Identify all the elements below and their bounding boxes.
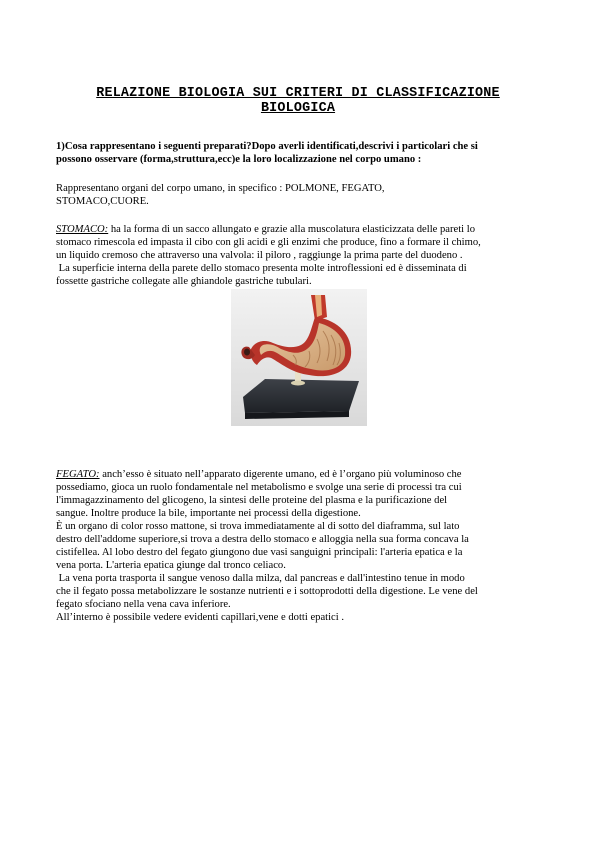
question-heading xyxy=(56,140,542,166)
intro-line-1: Rappresentano organi del corpo umano, in specifico : POLMONE, FEGATO, xyxy=(56,183,385,194)
fegato-line: possediamo, gioca un ruolo fondamentale nel metabolismo e svolge una serie di processi tra cui xyxy=(56,482,462,493)
fegato-term: FEGATO: xyxy=(56,469,100,480)
intro-paragraph xyxy=(56,182,544,208)
question-line-2: possono osservare (forma,struttura,ecc)e la loro localizzazione nel corpo umano : xyxy=(56,154,422,165)
fegato-line: che il fegato possa metabolizzare le sostanze nutrienti e i sottoprodotti della digestione. Le vene del xyxy=(56,586,478,597)
page-title xyxy=(56,86,540,116)
intro-line-2: STOMACO,CUORE. xyxy=(56,196,149,207)
title-line-1: RELAZIONE BIOLOGIA SUI CRITERI DI CLASSIFICAZIONE xyxy=(96,86,500,101)
fegato-line: All’interno è possibile vedere evidenti capillari,vene e dotti epatici . xyxy=(56,612,344,623)
fegato-line: l'immagazzinamento del glicogeno, la sintesi delle proteine del plasma e la purificazione del xyxy=(56,495,448,506)
fegato-line: fegato sfociano nella vena cava inferiore. xyxy=(56,599,231,610)
stomaco-line: ha la forma di un sacco allungato e grazie alla muscolatura elasticizzata delle pareti lo xyxy=(108,224,475,235)
question-line-1: 1)Cosa rappresentano i seguenti preparati?Dopo averli identificati,descrivi i particolari che si xyxy=(56,141,478,152)
stomaco-term: STOMACO: xyxy=(56,224,109,235)
fegato-line: destro dell'addome superiore,si trova a destra dello stomaco e alloggia nella sua forma concava la xyxy=(56,534,469,545)
stomaco-paragraph xyxy=(56,223,544,288)
title-line-2: BIOLOGICA xyxy=(260,101,336,116)
stomaco-line: stomaco rimescola ed impasta il cibo con gli acidi e gli enzimi che produce, fino a formare il chimo, xyxy=(56,237,481,248)
fegato-line: sangue. Inoltre produce la bile, importante nei processi della digestione. xyxy=(56,508,361,519)
fegato-line: anch’esso è situato nell’apparato digerente umano, ed è l’organo più voluminoso che xyxy=(99,469,462,480)
stomaco-line: un liquido cremoso che attraverso una valvola: il piloro , raggiunge la prima parte del duodeno . xyxy=(56,250,463,261)
stomaco-line: La superficie interna della parete dello stomaco presenta molte introflessioni ed è disseminata di xyxy=(56,263,467,274)
stomaco-line: fossette gastriche collegate alle ghiandole gastriche tubulari. xyxy=(56,276,312,287)
fegato-line: vena porta. L'arteria epatica giunge dal tronco celiaco. xyxy=(56,560,286,571)
fegato-line: La vena porta trasporta il sangue venoso dalla milza, dal pancreas e dall'intestino tenue in modo xyxy=(56,573,465,584)
fegato-line: È un organo di color rosso mattone, si trova immediatamente al di sotto del diaframma, sul lato xyxy=(56,521,460,532)
fegato-paragraph xyxy=(56,468,544,624)
fegato-line: cistifellea. Al lobo destro del fegato giungono due vasi sanguigni principali: l'arteria epatica e la xyxy=(56,547,463,558)
stomach-model-image xyxy=(231,289,367,426)
